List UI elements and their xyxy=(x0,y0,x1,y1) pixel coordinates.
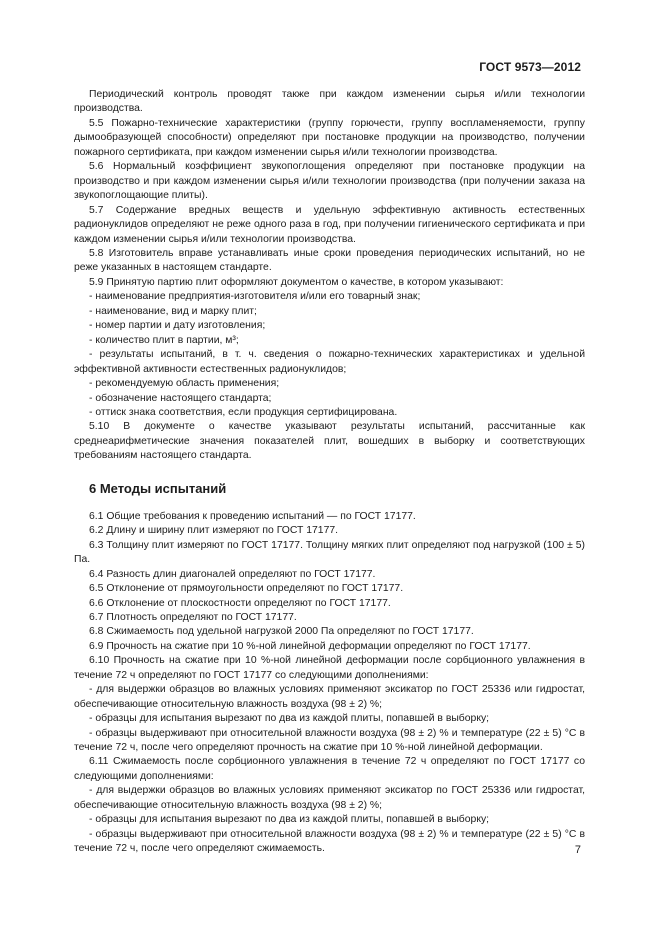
list-item: - рекомендуемую область применения; xyxy=(89,378,280,390)
list-item: - оттиск знака соответствия, если продукция сертифицирована. xyxy=(89,406,398,418)
list-item: - наименование предприятия-изготовителя и/или его товарный знак; xyxy=(89,291,421,303)
paragraph-5-7: 5.7 Содержание вредных веществ и удельную эффективную активность естественных радионуклидов определяют не реже одного раза в год, при получении гигиенического сертификата и при каждом изменении сырья и/или технологии производства. xyxy=(74,204,585,245)
paragraph-6-10: 6.10 Прочность на сжатие при 10 %-ной линейной деформации после сорбционного увлажнения в течение 72 ч определяют по ГОСТ 17177 со следующими дополнениями: xyxy=(74,655,585,681)
paragraph-5-5: 5.5 Пожарно-технические характеристики (группу горючести, группу воспламеняемости, группу дымообразующей способности) определяют при постановке продукции на производство, получении пожарного сертификата, при каждом изменении сырья и/или технологии производства. xyxy=(74,117,585,158)
list-item: - номер партии и дату изготовления; xyxy=(89,320,266,332)
paragraph-6-6: 6.6 Отклонение от плоскостности определяют по ГОСТ 17177. xyxy=(89,597,391,609)
paragraph-6-5: 6.5 Отклонение от прямоугольности определяют по ГОСТ 17177. xyxy=(89,583,404,595)
list-item: - для выдержки образцов во влажных условиях применяют эксикатор по ГОСТ 25336 или гидростат, обеспечивающие относительную влажность воздуха (98 ± 2) %; xyxy=(74,785,585,811)
list-item: - образцы для испытания вырезают по два из каждой плиты, попавшей в выборку; xyxy=(89,713,490,725)
list-item: - образцы для испытания вырезают по два из каждой плиты, попавшей в выборку; xyxy=(89,814,490,826)
paragraph-6-9: 6.9 Прочность на сжатие при 10 %-ной линейной деформации определяют по ГОСТ 17177. xyxy=(89,640,531,652)
paragraph-6-7: 6.7 Плотность определяют по ГОСТ 17177. xyxy=(89,611,297,623)
paragraph-6-2: 6.2 Длину и ширину плит измеряют по ГОСТ 17177. xyxy=(89,525,339,537)
paragraph-6-11: 6.11 Сжимаемость после сорбционного увлажнения в течение 72 ч определяют по ГОСТ 17177 со следующими дополнениями: xyxy=(74,756,585,782)
list-item: - результаты испытаний, в т. ч. сведения о пожарно-технических характеристиках и удельной эффективной активности естественных радионуклидов; xyxy=(74,349,585,375)
list-item: - для выдержки образцов во влажных условиях применяют эксикатор по ГОСТ 25336 или гидростат, обеспечивающие относительную влажность воздуха (98 ± 2) %; xyxy=(74,684,585,710)
document-id-header: ГОСТ 9573—2012 xyxy=(479,60,581,74)
paragraph-6-3: 6.3 Толщину плит измеряют по ГОСТ 17177. Толщину мягких плит определяют под нагрузкой (100 ± 5) Па. xyxy=(74,539,585,566)
paragraph-5-10: 5.10 В документе о качестве указывают результаты испытаний, рассчитанные как среднеарифметические значения показателей плит, вошедших в выборку и соответствующих требованиям настоящего стандарта. xyxy=(74,421,585,462)
paragraph-6-8: 6.8 Сжимаемость под удельной нагрузкой 2000 Па определяют по ГОСТ 17177. xyxy=(89,626,474,638)
paragraph-6-4: 6.4 Разность длин диагоналей определяют по ГОСТ 17177. xyxy=(89,568,376,580)
list-item: - обозначение настоящего стандарта; xyxy=(89,392,272,404)
page-number: 7 xyxy=(574,844,581,856)
list-item: - образцы выдерживают при относительной влажности воздуха (98 ± 2) % и температуре (22 ± 5) °С в течение 72 ч, после чего определяют прочность на сжатие при 10 %-ной линейной деформации. xyxy=(74,727,585,754)
paragraph-5-8: 5.8 Изготовитель вправе устанавливать иные сроки проведения периодических испытаний, но не реже указанных в настоящем стандарте. xyxy=(74,247,585,274)
list-item: - образцы выдерживают при относительной влажности воздуха (98 ± 2) % и температуре (22 ± 5) °С в течение 72 ч, после чего определяют сжимаемость. xyxy=(74,828,585,855)
list-item: - наименование, вид и марку плит; xyxy=(89,305,257,317)
section-heading: 6 Методы испытаний xyxy=(89,480,227,496)
paragraph-5-9: 5.9 Принятую партию плит оформляют документом о качестве, в котором указывают: xyxy=(89,276,504,288)
list-item: - количество плит в партии, м³; xyxy=(89,334,239,346)
paragraph: Периодический контроль проводят также при каждом изменении сырья и/или технологии производства. xyxy=(74,89,585,115)
document-body xyxy=(74,88,585,857)
paragraph-5-6: 5.6 Нормальный коэффициент звукопоглощения определяют при постановке продукции на производство и при каждом изменении сырья и/или технологии производства (при получении заказа на звукопоглощающие плиты). xyxy=(74,161,585,202)
paragraph-6-1: 6.1 Общие требования к проведению испытаний — по ГОСТ 17177. xyxy=(89,510,416,522)
